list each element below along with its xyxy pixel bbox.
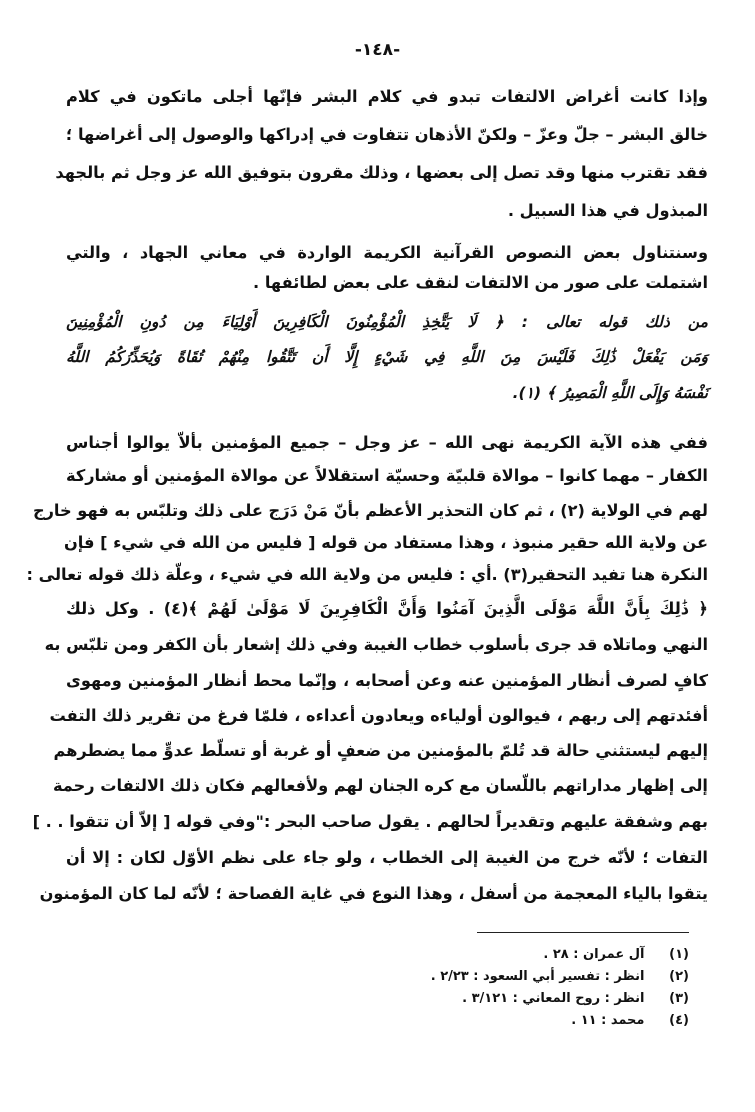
footnote-text: محمد : ١١ . [571,1013,645,1028]
quran-verse-line: وَمَن يَفْعَلْ ذَٰلِكَ فَلَيْسَ مِنَ اللَّهِ فِي شَيْءٍ إِلَّا أَن تَتَّقُوا مِنْهُمْ تُقَاةً وَيُحَذِّرُكُمُ اللَّهُ [66,348,708,366]
body-line: لهم في الولاية (٢) ، ثم كان التحذير الأعظم بأنّ مَنْ دَرَج على ذلك وتلبّس به فهو خارج [32,501,708,520]
body-line: وإذا كانت أغراض الالتفات تبدو في كلام البشر فإنّها أجلى ماتكون في كلام [66,87,708,106]
footnote [462,988,689,1010]
body-line: اشتملت على صور من الالتفات لنقف على بعض لطائفها . [253,273,708,292]
footnote-text: انظر : تفسير أبي السعود : ٢/٢٣ . [430,969,645,984]
footnote-number: (١) [669,947,689,962]
body-line: فقد تقترب منها وقد تصل إلى بعضها ، وذلك مقرون بتوفيق الله عز وجل ثم بالجهد [55,163,708,182]
body-line: بهم وشفقة عليهم وتقديراً لحالهم . يقول صاحب البحر :"وفي قوله [ إلاّ أن تتقوا . . ] [32,812,708,831]
body-line: إلى إظهار مداراتهم باللّسان مع كره الجنان لهم ولأفعالهم فكان ذلك الالتفات رحمة [52,776,708,795]
footnote [571,1010,689,1032]
footnote-number: (٣) [669,991,689,1006]
body-line: وسنتناول بعض النصوص القرآنية الكريمة الواردة في معاني الجهاد ، والتي [66,243,708,262]
body-line: المبذول في هذا السبيل . [507,201,708,220]
quran-verse-line: نَفْسَهُ وَإِلَى اللَّهِ الْمَصِيرُ ﴾ (١). [512,384,708,402]
body-line: كافٍ لصرف أنظار المؤمنين عنه وعن أصحابه ، وإنّما محط أنظار المؤمنين ومهوى [66,671,708,690]
body-line: خالق البشر – جلّ وعزّ – ولكنّ الأذهان تتفاوت في إدراكها والوصول إلى أغراضها ؛ [65,125,708,144]
footnote [543,944,689,966]
footnote [431,966,689,988]
footnote-divider [477,932,689,933]
body-line: النكرة هنا تفيد التحقير(٣) .أي : فليس من ولاية الله في شيء ، وعلّة ذلك قوله تعالى : [26,565,708,584]
footnote-text: آل عمران : ٢٨ . [543,947,645,962]
quran-verse-line: من ذلك قوله تعالى : ﴿ لَا يَتَّخِذِ الْمُؤْمِنُونَ الْكَافِرِينَ أَوْلِيَاءَ مِن دُونِ الْمُؤْمِنِينَ [66,313,708,331]
footnote-text: انظر : روح المعاني : ٣/١٢١ . [462,991,645,1006]
body-line: إليهم ليستثني حالة قد تُلمّ بالمؤمنين من ضعفٍ أو غربة أو تسلّط عدوٍّ مما يضطرهم [53,741,708,760]
body-line: التفات ؛ لأنّه خرج من الغيبة إلى الخطاب ، ولو جاء على نظم الأوّل لكان : إلا أن [66,848,708,867]
page-number: -١٤٨- [354,40,401,60]
body-line: عن ولاية الله حقير منبوذ ، وهذا مستفاد من قوله [ فليس من الله في شيء ] فإن [63,533,708,552]
body-line: يتقوا بالياء المعجمة من أسفل ، وهذا النوع في غاية الفصاحة ؛ لأنّه لما كان المؤمنون [39,884,708,903]
body-line: النهي وماتلاه قد جرى بأسلوب خطاب الغيبة وفي ذلك إشعار بأن الكفر ومن تلبّس به [44,635,708,654]
footnote-number: (٤) [669,1013,689,1028]
quran-verse-line: ﴿ ذَٰلِكَ بِأَنَّ اللَّهَ مَوْلَى الَّذِينَ آمَنُوا وَأَنَّ الْكَافِرِينَ لَا مَوْلَىٰ لَهُمْ ﴾(٤) . وكل ذلك [66,599,708,618]
footnote-number: (٢) [669,969,689,984]
body-line: أفئدتهم إلى ربهم ، فيوالون أولياءه ويعادون أعداءه ، فلمّا فرغ من تقرير ذلك التفت [49,706,708,725]
body-line: الكفار – مهما كانوا – موالاة قلبيّة وحسيّة استقلالاً عن موالاة المؤمنين أو مشاركة [66,466,708,485]
body-line: ففي هذه الآية الكريمة نهى الله – عز وجل – جميع المؤمنين بألاّ يوالوا أجناس [66,433,708,452]
